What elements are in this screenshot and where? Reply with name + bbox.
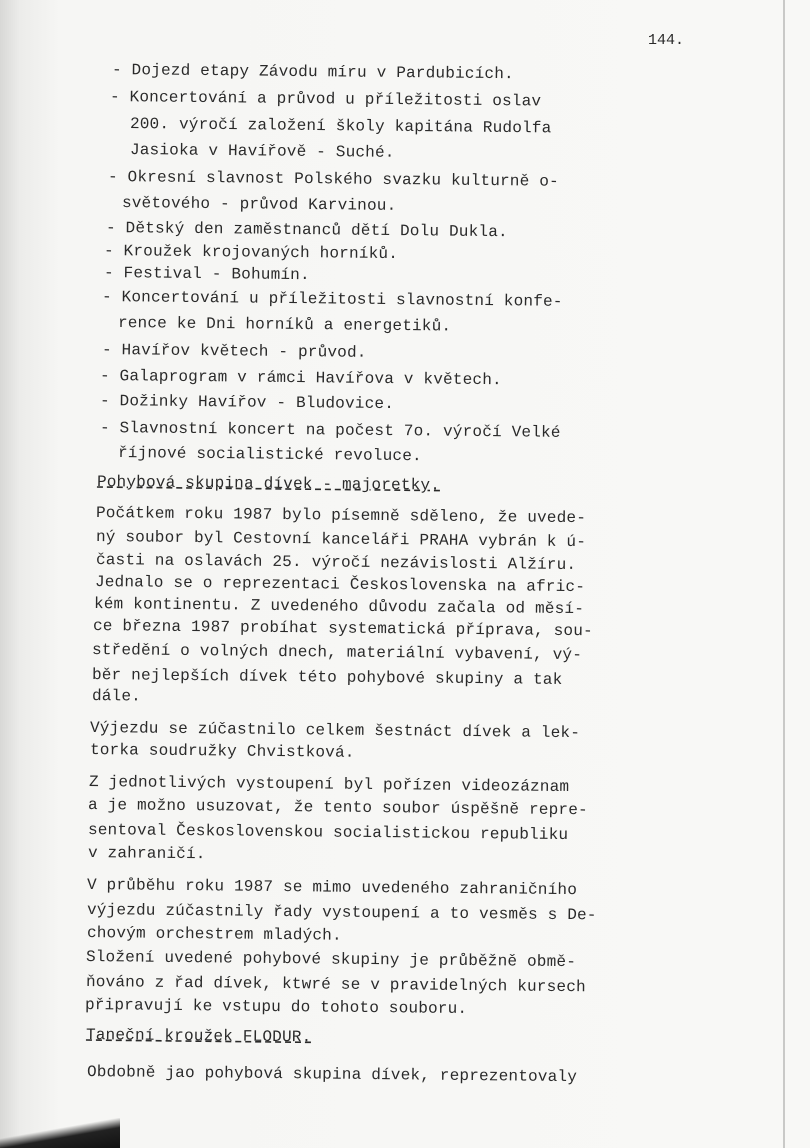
list-item-line: - Dojezd etapy Závodu míru v Pardubicích.	[111, 61, 514, 84]
paragraph-line: V průběhu roku 1987 se mimo uvedeného zahraničního	[86, 876, 578, 900]
list-item-line: - Havířov květech - průvod.	[101, 341, 367, 362]
section-heading: Pohybová skupina dívek - majoretky.	[96, 473, 441, 495]
paragraph-line: Složení uvedené pohybové skupiny je průběžně obmě-	[85, 948, 577, 972]
paragraph-line: výjezdu zúčastnily řady vystoupení a to vesměs s De-	[86, 901, 597, 925]
paragraph-line: středění o volných dnech, materiální vybavení, vý-	[91, 641, 583, 665]
list-item-line: - Okresní slavnost Polského svazku kulturně o-	[107, 168, 559, 191]
paragraph-line: ňováno z řad dívek, ktwré se v pravidelných kursech	[85, 973, 586, 997]
paragraph-line: ce března 1987 probíhat systematická příprava, sou-	[92, 617, 593, 641]
list-item-line: světového - průvod Karvinou.	[121, 194, 397, 215]
list-item-line: - Slavnostní koncert na počest 7o. výročí Velké	[99, 419, 561, 442]
list-item-line: 200. výročí založení školy kapitána Rudolfa	[129, 115, 552, 138]
list-item-line: - Kroužek krojovaných horníků.	[103, 242, 399, 264]
paragraph-line: v zahraničí.	[87, 844, 206, 864]
paragraph-line: kém kontinentu. Z uvedeného důvodu začala od měsí-	[93, 595, 585, 619]
paragraph-line: Počátkem roku 1987 bylo písemně sděleno, že uvede-	[95, 504, 587, 528]
list-item-line: rence ke Dni horníků a energetiků.	[117, 314, 452, 336]
list-item-line: - Dožinky Havířov - Bludovice.	[99, 392, 395, 414]
paragraph-line: sentoval Československou socialistickou republiku	[87, 821, 569, 845]
paragraph-line: časti na oslavách 25. výročí nezávislosti Alžíru.	[95, 551, 577, 575]
paragraph-line: Jednalo se o reprezentaci Československa na afric-	[94, 573, 586, 597]
list-item-line: říjnové socialistické revoluce.	[117, 444, 422, 466]
paragraph-line: Obdobně jao pohybová skupina dívek, reprezentovaly	[86, 1063, 578, 1087]
page-number: 144.	[648, 32, 685, 49]
paragraph-line: a je možno usuzovat, že tento soubor úspěšně repre-	[87, 796, 588, 820]
paragraph-line: ný soubor byl Cestovní kanceláři PRAHA vybrán k ú-	[95, 528, 587, 552]
paragraph-line: Z jednotlivých vystoupení byl pořízen videozáznam	[88, 773, 570, 797]
list-item-line: Jasioka v Havířově - Suché.	[129, 141, 395, 162]
paragraph-line: torka soudružky Chvistková.	[89, 741, 355, 762]
section-heading: Taneční kroužek FLODUR.	[85, 1026, 312, 1047]
list-item-line: - Koncertování u příležitosti slavnostní konfe-	[101, 288, 563, 311]
list-item-line: - Festival - Bohumín.	[103, 264, 310, 285]
paragraph-line: připravují ke vstupu do tohoto souboru.	[84, 996, 468, 1019]
paragraph-line: běr nejlepších dívek této pohybové skupiny a tak	[91, 666, 563, 689]
list-item-line: - Galaprogram v rámci Havířova v květech.	[99, 367, 502, 390]
scan-edge-shadow	[0, 1118, 120, 1148]
page-fold-line	[783, 0, 785, 1148]
list-item-line: - Dětský den zaměstnanců dětí Dolu Dukla.	[105, 219, 508, 242]
paragraph-line: chovým orchestrem mladých.	[86, 924, 342, 945]
paragraph-line: dále.	[91, 687, 142, 706]
list-item-line: - Koncertování a průvod u příležitosti oslav	[109, 88, 542, 111]
paragraph-line: Výjezdu se zúčastnilo celkem šestnáct dívek a lek-	[89, 719, 581, 743]
